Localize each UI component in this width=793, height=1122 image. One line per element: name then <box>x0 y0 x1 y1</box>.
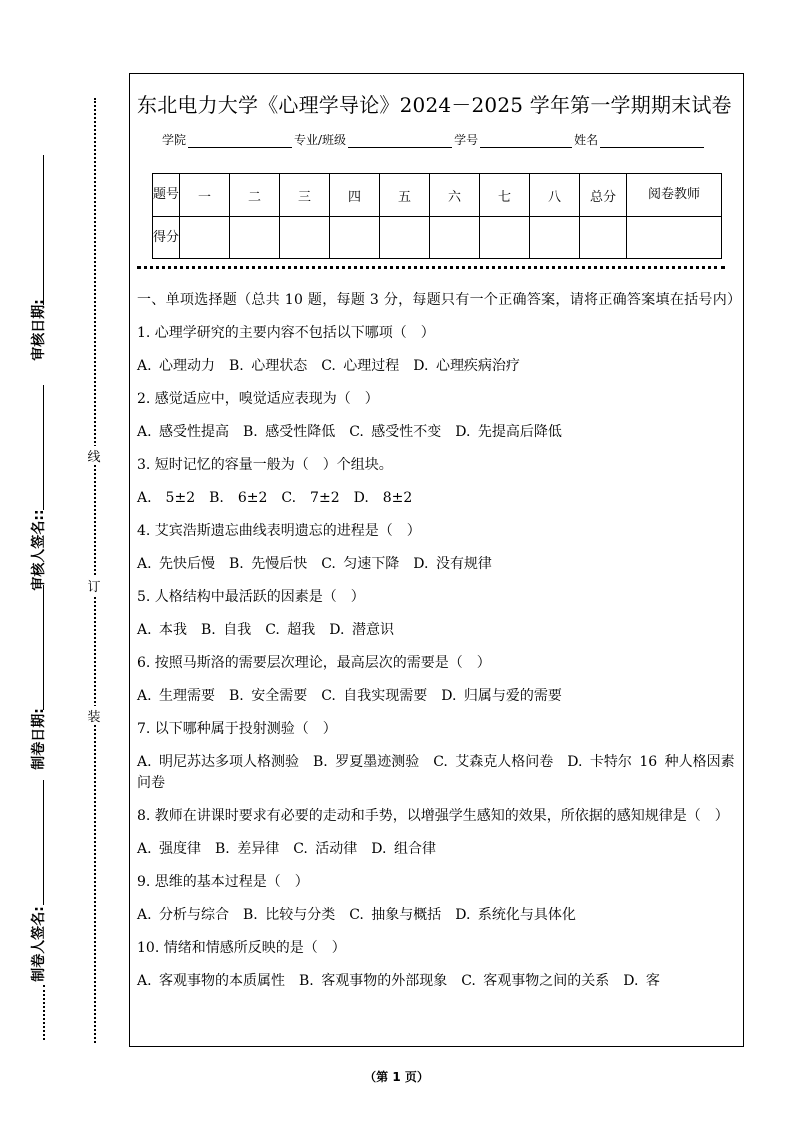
score-cell[interactable] <box>280 217 330 259</box>
review-date-line <box>43 155 44 305</box>
review-date-label: 审核日期: <box>31 299 47 361</box>
score-cell[interactable] <box>627 217 722 259</box>
section-separator <box>137 266 725 269</box>
question-4-options: A. 先快后慢 B. 先慢后快 C. 匀速下降 D. 没有规律 <box>137 556 492 572</box>
row-label-question: 题号 <box>153 174 180 217</box>
major-class-field[interactable] <box>348 133 452 148</box>
student-info-line <box>162 131 706 148</box>
question-2: 2. 感觉适应中，嗅觉适应表现为（ ） <box>137 391 379 407</box>
score-cell[interactable] <box>530 217 580 259</box>
score-cell[interactable] <box>580 217 627 259</box>
question-8: 8. 教师在讲课时要求有必要的走动和手势，以增强学生感知的效果，所依据的感知规律是（ ） <box>137 808 729 824</box>
score-cell[interactable] <box>230 217 280 259</box>
question-9-options: A. 分析与综合 B. 比较与分类 C. 抽象与概括 D. 系统化与具体化 <box>137 907 576 923</box>
question-4: 4. 艾宾浩斯遗忘曲线表明遗忘的进程是（ ） <box>137 523 421 539</box>
question-10-options: A. 客观事物的本质属性 B. 客观事物的外部现象 C. 客观事物之间的关系 D. 客 <box>137 973 660 989</box>
maker-sign-line <box>43 780 44 905</box>
question-3-options: A. 5±2 B. 6±2 C. 7±2 D. 8±2 <box>137 490 413 506</box>
score-cell[interactable] <box>480 217 530 259</box>
row-label-score: 得分 <box>153 217 180 259</box>
make-date-line <box>43 585 44 710</box>
section-1-heading: 一、单项选择题（总共 10 题，每题 3 分，每题只有一个正确答案，请将正确答案填在括号内） <box>137 292 742 308</box>
question-9: 9. 思维的基本过程是（ ） <box>137 874 309 890</box>
col-5: 五 <box>380 174 430 217</box>
score-cell[interactable] <box>380 217 430 259</box>
score-cell[interactable] <box>430 217 480 259</box>
reviewer-sign-line <box>43 385 44 510</box>
question-6: 6. 按照马斯洛的需要层次理论，最高层次的需要是（ ） <box>137 655 491 671</box>
question-2-options: A. 感受性提高 B. 感受性降低 C. 感受性不变 D. 先提高后降低 <box>137 424 562 440</box>
col-1: 一 <box>180 174 230 217</box>
col-6: 六 <box>430 174 480 217</box>
question-7: 7. 以下哪种属于投射测验（ ） <box>137 721 337 737</box>
question-10: 10. 情绪和情感所反映的是（ ） <box>137 940 346 956</box>
question-1-options: A. 心理动力 B. 心理状态 C. 心理过程 D. 心理疾病治疗 <box>137 358 520 374</box>
col-3: 三 <box>280 174 330 217</box>
score-cell[interactable] <box>330 217 380 259</box>
col-8: 八 <box>530 174 580 217</box>
name-label: 姓名 <box>574 133 599 147</box>
binding-dotted-line <box>94 98 96 1043</box>
make-date-label: 制卷日期: <box>31 708 47 770</box>
maker-sign-dots <box>43 985 45 1040</box>
col-2: 二 <box>230 174 280 217</box>
score-table-score-row <box>153 217 722 259</box>
student-id-label: 学号 <box>454 133 479 147</box>
col-reviewer: 阅卷教师 <box>627 174 722 217</box>
college-label: 学院 <box>162 133 187 147</box>
bind-char-xian: 线 <box>86 446 102 465</box>
maker-sign-label: 制卷人签名: <box>31 906 47 982</box>
question-3: 3. 短时记忆的容量一般为（ ）个组块。 <box>137 457 393 473</box>
question-7-options: A. 明尼苏达多项人格测验 B. 罗夏墨迹测验 C. 艾森克人格问卷 D. 卡特尔 16 种人格因素问卷 <box>137 754 735 791</box>
score-table <box>152 173 722 259</box>
question-5-options: A. 本我 B. 自我 C. 超我 D. 潜意识 <box>137 622 394 638</box>
college-field[interactable] <box>188 133 292 148</box>
question-8-options: A. 强度律 B. 差异律 C. 活动律 D. 组合律 <box>137 841 436 857</box>
question-5: 5. 人格结构中最活跃的因素是（ ） <box>137 589 365 605</box>
page-footer: （第 1 页） <box>364 1070 429 1084</box>
reviewer-sign-label: 审核人签名:: <box>31 509 47 591</box>
name-field[interactable] <box>600 133 704 148</box>
score-cell[interactable] <box>180 217 230 259</box>
major-class-label: 专业/班级 <box>294 133 347 147</box>
col-7: 七 <box>480 174 530 217</box>
col-4: 四 <box>330 174 380 217</box>
score-table-header-row <box>153 174 722 217</box>
student-id-field[interactable] <box>480 133 572 148</box>
col-total: 总分 <box>580 174 627 217</box>
exam-title: 东北电力大学《心理学导论》2024－2025 学年第一学期期末试卷 <box>137 93 732 117</box>
question-list <box>137 323 743 992</box>
bind-char-zhuang: 装 <box>86 706 102 725</box>
question-6-options: A. 生理需要 B. 安全需要 C. 自我实现需要 D. 归属与爱的需要 <box>137 688 562 704</box>
question-1: 1. 心理学研究的主要内容不包括以下哪项（ ） <box>137 325 435 341</box>
bind-char-ding: 订 <box>86 576 102 595</box>
section-1 <box>137 290 743 992</box>
